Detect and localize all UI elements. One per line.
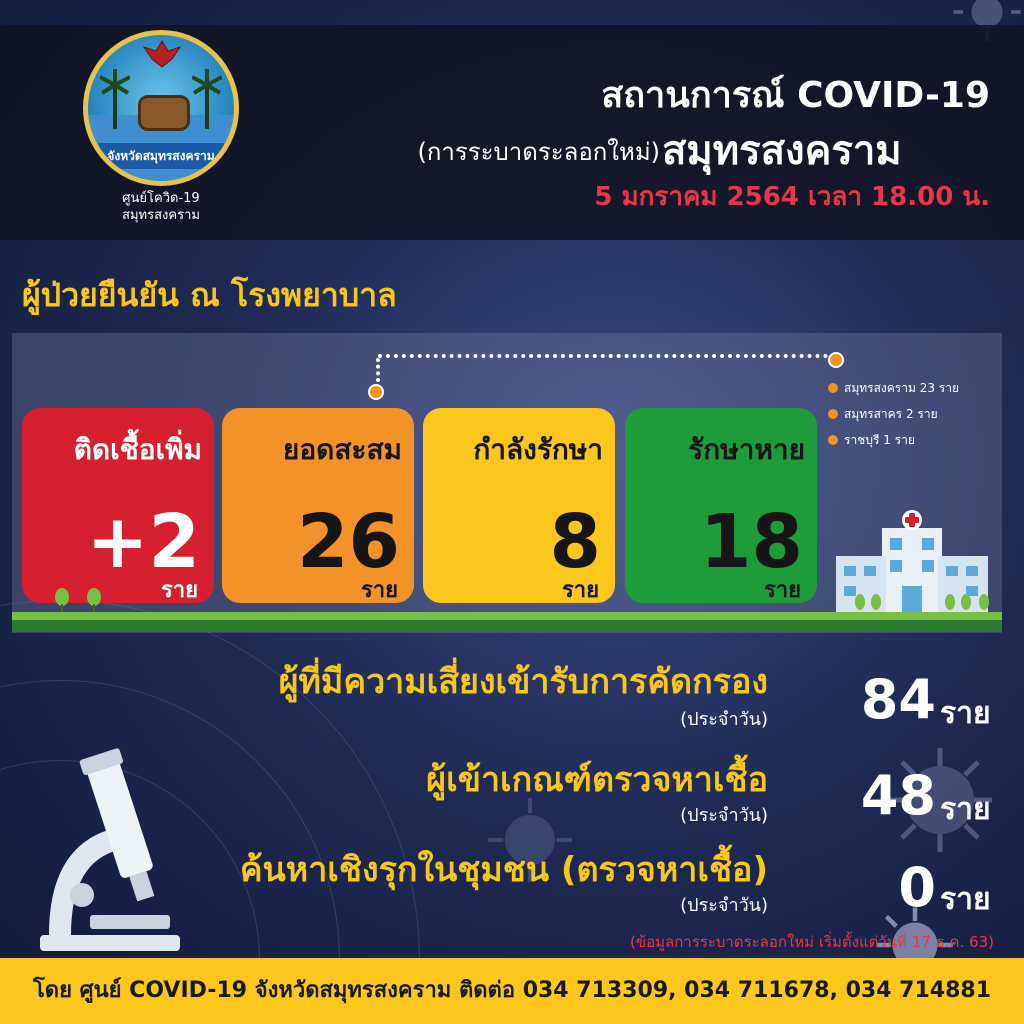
connector-dotted-drop <box>376 358 380 382</box>
card-value: +2 <box>86 499 200 585</box>
stat-value-active-search: 0 <box>898 856 936 919</box>
legend-text: สมุทรสาคร 2 ราย <box>844 407 938 421</box>
microscope-icon <box>30 745 190 955</box>
drum-icon <box>138 95 190 131</box>
logo-caption-line1: ศูนย์โควิด-19 <box>122 191 200 206</box>
legend-item <box>828 430 1008 456</box>
card-label: ติดเชื้อเพิ่ม <box>73 433 202 466</box>
legend-item <box>828 404 1008 430</box>
legend-dot <box>828 383 838 393</box>
page-subtitle-note: (การระบาดระลอกใหม่) <box>417 138 660 166</box>
footer-contact: โดย ศูนย์ COVID-19 จังหวัดสมุทรสงคราม ติดต่อ 034 713309, 034 711678, 034 714881 <box>32 978 992 1003</box>
province-seal-logo <box>83 30 239 186</box>
stat-sub-screened: (ประจำวัน) <box>680 709 768 730</box>
card-unit: ราย <box>561 578 599 603</box>
card-label: ยอดสะสม <box>282 433 402 466</box>
card-value: 8 <box>549 499 601 585</box>
connector-marker <box>368 384 384 400</box>
stat-value-tested: 48 <box>860 764 936 827</box>
province-breakdown-legend <box>828 378 1008 456</box>
card-cumulative-cases <box>222 408 414 603</box>
stat-unit-tested: ราย <box>940 792 991 827</box>
card-unit: ราย <box>763 578 801 603</box>
logo-banner: จังหวัดสมุทรสงคราม <box>94 143 228 169</box>
garuda-icon <box>142 39 182 69</box>
stat-label-screened: ผู้ที่มีความเสี่ยงเข้ารับการคัดกรอง <box>278 662 768 702</box>
ground-strip <box>12 612 1002 632</box>
palm-tree-icon <box>100 69 130 129</box>
logo-caption-line2: สมุทรสงคราม <box>122 208 200 223</box>
card-unit: ราย <box>360 578 398 603</box>
stat-unit-screened: ราย <box>940 696 991 731</box>
legend-item <box>828 378 1008 404</box>
card-unit: ราย <box>160 578 198 603</box>
section-title: ผู้ป่วยยืนยัน ณ โรงพยาบาล <box>22 276 397 314</box>
legend-dot <box>828 435 838 445</box>
hospital-icon <box>832 508 992 612</box>
tree-icon <box>54 588 70 614</box>
card-recovered <box>625 408 817 603</box>
legend-dot <box>828 409 838 419</box>
stat-unit-active-search: ราย <box>940 882 991 917</box>
stat-sub-tested: (ประจำวัน) <box>680 805 768 826</box>
connector-dotted-line <box>378 354 836 358</box>
tree-icon <box>86 588 102 614</box>
card-label: รักษาหาย <box>688 433 805 466</box>
palm-tree-icon <box>192 69 222 129</box>
page-subtitle-province: สมุทรสงคราม <box>662 128 902 174</box>
legend-text: ราชบุรี 1 ราย <box>844 433 915 447</box>
logo-caption <box>90 190 232 224</box>
legend-text: สมุทรสงคราม 23 ราย <box>844 381 960 395</box>
data-footnote: (ข้อมูลการระบาดระลอกใหม่ เริ่มตั้งแต่วันที่ 17 ธ.ค. 63) <box>630 933 994 951</box>
stat-sub-active-search: (ประจำวัน) <box>680 895 768 916</box>
card-value: 18 <box>700 499 803 585</box>
card-under-treatment <box>423 408 615 603</box>
page-title: สถานการณ์ COVID-19 <box>601 75 990 116</box>
stat-label-tested: ผู้เข้าเกณฑ์ตรวจหาเชื้อ <box>426 760 768 800</box>
stat-value-screened: 84 <box>860 668 936 731</box>
card-label: กำลังรักษา <box>473 433 603 466</box>
stat-label-active-search: ค้นหาเชิงรุกในชุมชน (ตรวจหาเชื้อ) <box>239 850 768 890</box>
connector-marker <box>828 352 844 368</box>
card-value: 26 <box>297 499 400 585</box>
report-date: 5 มกราคม 2564 เวลา 18.00 น. <box>594 182 990 212</box>
card-new-cases <box>22 408 214 603</box>
